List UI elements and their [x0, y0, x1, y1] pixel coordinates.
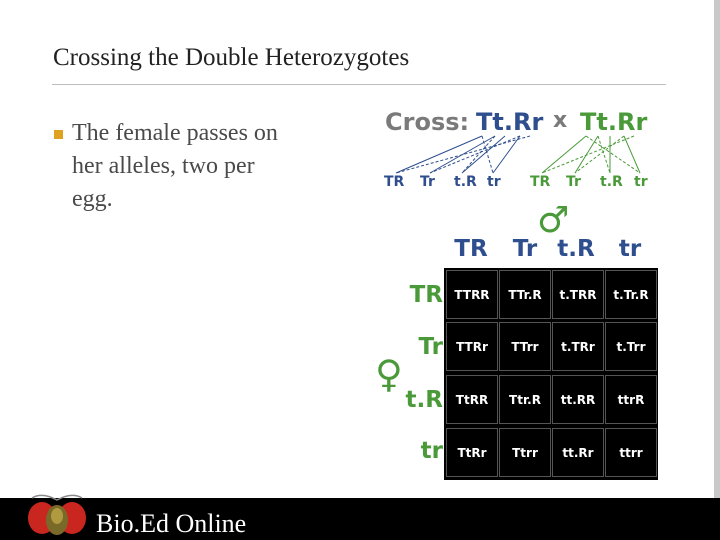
- punnett-col-header: TR: [454, 236, 488, 262]
- gamete-p2-3: tr: [634, 174, 648, 190]
- punnett-cell: t.Trr: [605, 322, 657, 371]
- punnett-cell: ttrR: [605, 375, 657, 424]
- punnett-col-header: Tr: [512, 236, 538, 262]
- punnett-cell: TtRr: [446, 428, 498, 477]
- bullet-text: The female passes on her alleles, two per egg.: [72, 120, 278, 212]
- punnett-cell: t.TRR: [552, 270, 604, 319]
- gamete-p2-1: Tr: [566, 174, 581, 190]
- parent2-genotype: Tt.Rr: [580, 108, 648, 136]
- punnett-col-header: t.R: [557, 236, 595, 262]
- punnett-cell: TtRR: [446, 375, 498, 424]
- punnett-cell: TTRr: [446, 322, 498, 371]
- male-symbol-icon: ♂: [537, 200, 570, 241]
- fruit-fly-logo-icon: [22, 490, 92, 540]
- gamete-p1-1: Tr: [420, 174, 435, 190]
- gamete-p2-0: TR: [530, 174, 551, 190]
- footer-brand: Bio.Ed Online: [96, 509, 247, 538]
- female-symbol-icon: ♀: [375, 352, 403, 396]
- punnett-cell: t.Tr.R: [605, 270, 657, 319]
- punnett-cell: TTRR: [446, 270, 498, 319]
- punnett-cell: t.TRr: [552, 322, 604, 371]
- gamete-p2-2: t.R: [600, 174, 623, 190]
- gamete-p1-3: tr: [487, 174, 501, 190]
- punnett-cell: tt.RR: [552, 375, 604, 424]
- punnett-cell: TTr.R: [499, 270, 551, 319]
- punnett-cell: Ttr.R: [499, 375, 551, 424]
- punnett-col-header: tr: [618, 236, 642, 262]
- punnett-row-header: tr: [420, 438, 443, 464]
- cross-operator: x: [553, 108, 568, 133]
- punnett-cell: Ttrr: [499, 428, 551, 477]
- cross-label: Cross:: [385, 108, 470, 136]
- gamete-p1-0: TR: [384, 174, 405, 190]
- gamete-p1-2: t.R: [454, 174, 477, 190]
- punnett-row-header: t.R: [405, 387, 443, 413]
- punnett-cell: ttrr: [605, 428, 657, 477]
- punnett-cell: TTrr: [499, 322, 551, 371]
- slide-title: Crossing the Double Heterozygotes: [53, 44, 410, 71]
- punnett-square: [444, 268, 658, 480]
- punnett-cell: tt.Rr: [552, 428, 604, 477]
- parent1-genotype: Tt.Rr: [476, 108, 544, 136]
- punnett-row-header: Tr: [418, 334, 443, 360]
- punnett-row-header: TR: [409, 282, 443, 308]
